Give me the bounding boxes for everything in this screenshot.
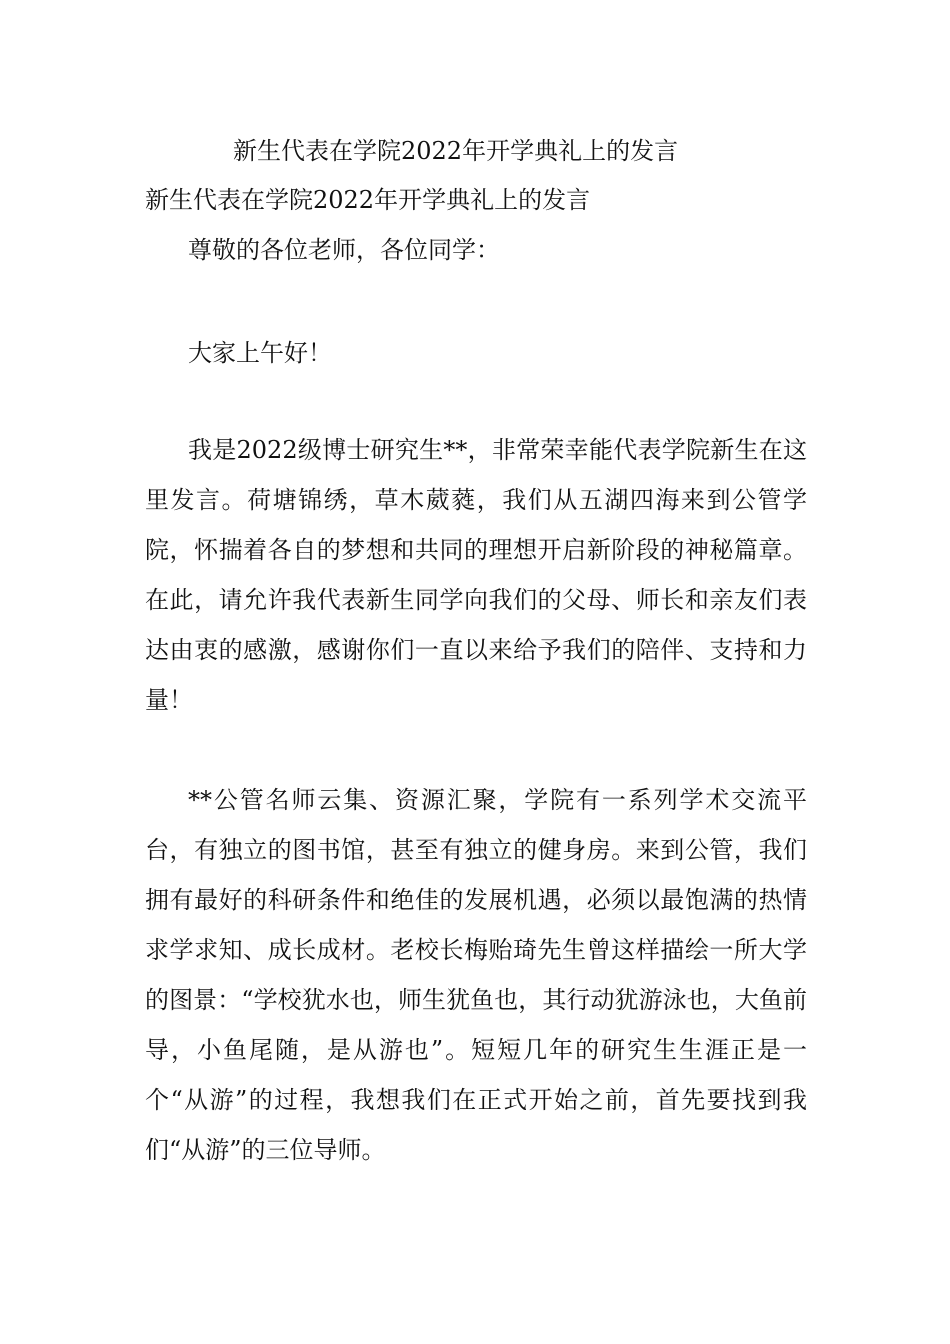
body-paragraph-1: 我是2022级博士研究生**，非常荣幸能代表学院新生在这里发言。荷塘锦绣，草木葳蕤，我们从五湖四海来到公管学院，怀揣着各自的梦想和共同的理想开启新阶段的神秘篇章。在此，请允许我代表新生同学向我们的父母、师长和亲友们表达由衷的感激，感谢你们一直以来给予我们的陪伴、支持和力量！ <box>145 436 807 714</box>
document-title-repeat: 新生代表在学院2022年开学典礼上的发言 <box>145 186 591 214</box>
salutation: 尊敬的各位老师，各位同学： <box>188 236 500 264</box>
greeting-line: 大家上午好！ <box>188 339 332 367</box>
body-paragraph-2: **公管名师云集、资源汇聚，学院有一系列学术交流平台，有独立的图书馆，甚至有独立的健身房。来到公管，我们拥有最好的科研条件和绝佳的发展机遇，必须以最饱满的热情求学求知、成长成材。老校长梅贻琦先生曾这样描绘一所大学的图景：“学校犹水也，师生犹鱼也，其行动犹游泳也，大鱼前导，小鱼尾随，是从游也”。短短几年的研究生生涯正是一个“从游”的过程，我想我们在正式开始之前，首先要找到我们“从游”的三位导师。 <box>145 786 807 1164</box>
document-title: 新生代表在学院2022年开学典礼上的发言 <box>233 137 679 165</box>
